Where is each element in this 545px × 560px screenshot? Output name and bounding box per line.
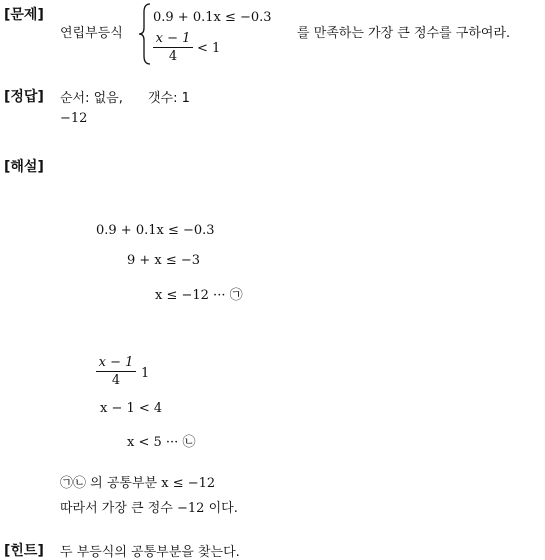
- problem-tail: 를 만족하는 가장 큰 정수를 구하여라.: [297, 26, 511, 41]
- step2-line3: [127, 431, 195, 450]
- fraction-bar: [153, 47, 193, 48]
- common-part-line: [60, 472, 215, 491]
- problem-lead: 연립부등식: [60, 26, 123, 41]
- problem-tag: [문제]: [4, 7, 44, 23]
- conclusion-post: 이다.: [208, 501, 238, 516]
- step1-line3-expr: x ≤ −12 ···: [155, 288, 226, 303]
- answer-tag: [정답]: [4, 89, 44, 105]
- step2-fraction-denominator: 4: [111, 373, 121, 388]
- step2-line2: x − 1 < 4: [100, 401, 163, 416]
- circled-giyeok-icon: ㉠: [229, 288, 243, 303]
- common-expr: x ≤ −12: [161, 476, 216, 491]
- common-text: 의 공통부분: [90, 476, 158, 491]
- step2-rest: 1: [141, 366, 150, 381]
- problem-inequality-1: 0.9 + 0.1x ≤ −0.3: [153, 10, 272, 25]
- problem-fraction-denominator: 4: [168, 49, 178, 64]
- hint-tag: [힌트]: [4, 543, 44, 559]
- step1-line3: [155, 284, 243, 303]
- explanation-tag: [해설]: [4, 159, 44, 175]
- answer-count: 갯수: 1: [148, 91, 190, 106]
- circled-nieun-icon: ㉡: [182, 435, 196, 450]
- hint-text: 두 부등식의 공통부분을 찾는다.: [60, 545, 240, 560]
- conclusion-line: [60, 497, 238, 516]
- fraction-bar: [96, 371, 136, 372]
- conclusion-pre: 따라서 가장 큰 정수: [60, 501, 173, 516]
- problem-fraction-numerator: x − 1: [155, 31, 191, 46]
- step2-line3-expr: x < 5 ···: [127, 435, 179, 450]
- step1-line2: 9 + x ≤ −3: [127, 253, 201, 268]
- common-marks-icon: ㉠㉡: [60, 476, 87, 491]
- problem-inequality-2-relation: < 1: [197, 41, 221, 56]
- answer-order: 순서: 없음,: [60, 91, 123, 106]
- step2-fraction-numerator: x − 1: [98, 355, 134, 370]
- conclusion-value: −12: [177, 501, 205, 516]
- problem-fraction: [153, 31, 193, 64]
- system-brace: [138, 2, 152, 66]
- step1-line1: 0.9 + 0.1x ≤ −0.3: [96, 223, 215, 238]
- step2-fraction: [96, 355, 136, 388]
- answer-value: −12: [60, 111, 88, 126]
